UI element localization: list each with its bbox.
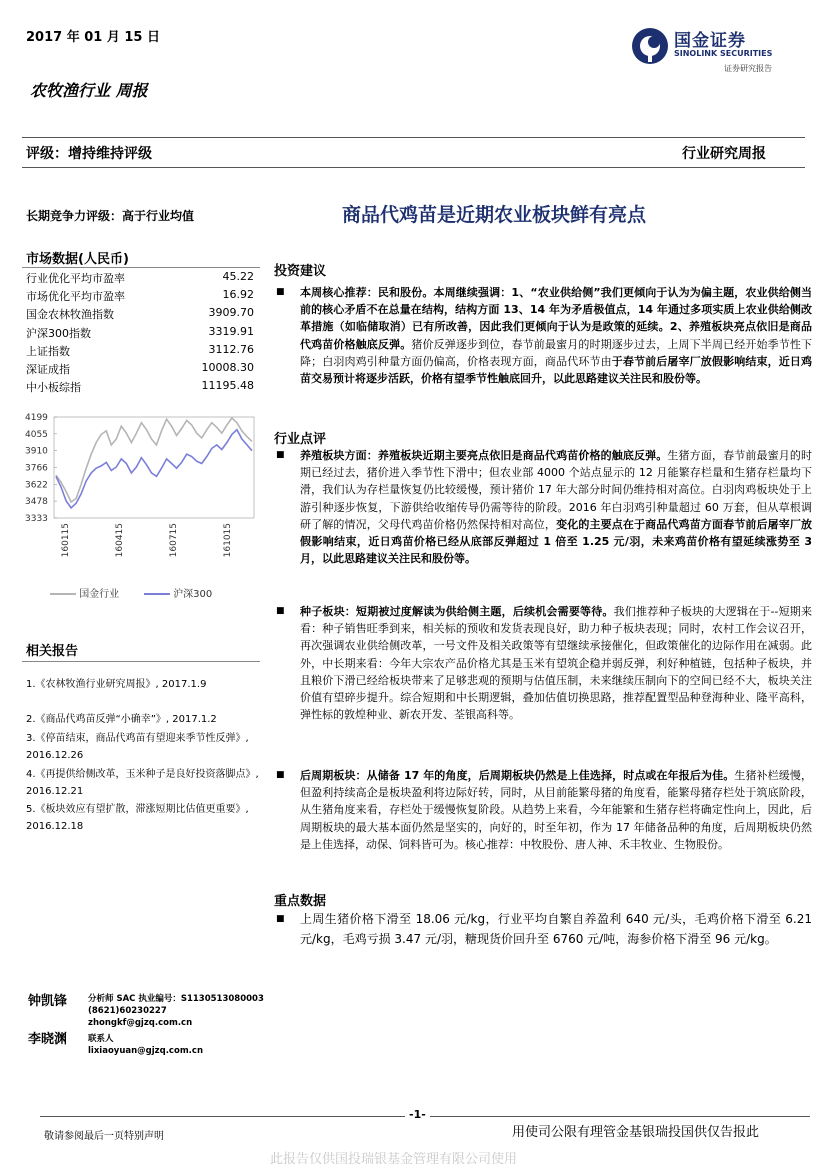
market-data-row (26, 379, 254, 397)
body-text: 猪价反弹逐步到位，春节前最蜜月的时期逐步过去，上周下半周已经开始季节性下降；白羽肉鸡引种量方面仍偏高，价格表现方面，商品代环节由 (300, 337, 813, 368)
market-data-label: 国金农林牧渔指数 (26, 308, 114, 322)
bold-text: 于春节前后屠宰厂放假影响结束，近日鸡苗交易预计将逐步活跃，价格有望季节性触底回升，以此思路建议关注民和股份等。 (300, 354, 812, 386)
analyst-info (88, 993, 264, 1029)
bold-text: 变化的主要点在于商品代鸡苗方面春节前后屠宰厂放假影响结束，近日鸡苗价格已经从底部反弹超过 1 倍至 1.25 元/羽，未来鸡苗价格有望延续涨势至 3 月，以此思路建议关注民和股份等。 (300, 517, 813, 566)
contact-name: 李晓渊 (28, 1032, 68, 1047)
section-heading-key-data: 重点数据 (274, 894, 327, 909)
chart-svg (22, 405, 260, 605)
market-data-label: 沪深300指数 (26, 326, 91, 340)
logo-subtitle: 证券研究报告 (724, 64, 772, 73)
series-line (56, 418, 252, 502)
analyst-name: 钟凯锋 (28, 994, 68, 1009)
legend-item-2 (144, 585, 212, 600)
legend-item-1 (50, 585, 119, 600)
body-text: 我们推荐种子板块的大逻辑在于--短期来看：种子销售旺季到来，相关标的预收和发货表现良好，助力种子板块表现；同时，农村工作会议召开，再次强调农业供给侧改革，一号文件及相关政策等有望继续承接催化，但政策催化的边际作用在减弱。此外，中长期来看：今年大宗农产品价格尤其是玉米有望筑企稳并弱反弹，利好种植链，包括种子板块，并且粮价下滑已经给板块带来了足够悲观的预期与估值压制，未来继续压制向下的空间已经不大，板块关注价值有望碎步提升。综合短期和中长期逻辑，叠加估值切换思路，推荐配置型品种登海种业、隆平高科，弹性标的敦煌种业、新农开发、荃银高科等。 (300, 605, 813, 722)
x-tick-label: 160715 (169, 523, 179, 558)
market-data-value: 16.92 (222, 288, 254, 302)
long-term-rating: 长期竞争力评级：高于行业均值 (26, 209, 195, 223)
market-data-row (26, 325, 254, 343)
page-title: 商品代鸡苗是近期农业板块鲜有亮点 (342, 204, 647, 226)
paragraph-breeding (300, 447, 812, 567)
market-data-label: 行业优化平均市盈率 (26, 272, 125, 285)
market-data-row (26, 288, 254, 306)
market-data-value: 10008.30 (201, 361, 254, 374)
market-data-title: 市场数据(人民币) (26, 252, 129, 267)
body-text: 生猪补栏缓慢，但盈利持续高企是板块盈利将边际好转，同时，从目前能繁母猪的角度看，能繁母猪存栏处于筑底阶段，从生猪角度来看，存栏处于缓慢恢复阶段。从趋势上来看，今年能繁和生猪存栏将确定性向上，因此，后周期板块的最大基本面仍然是坚实的，向好的，时至年初，作为 17 年储备品种的角度，后周期板块仍然是上佳选择，动保、饲料皆可为。核心推荐：中牧股份、唐人神、禾丰牧业、生物股份。 (300, 769, 812, 851)
chart-frame (54, 417, 254, 518)
paragraph-core-recommendation (300, 284, 812, 387)
market-data-row (26, 270, 254, 288)
related-report-5[interactable]: 5.《板块效应有望扩散，滞涨短期比估值更重要》, 2016.12.18 (26, 804, 249, 832)
bold-text: 本周核心推荐：民和股份。本周继续强调：1、“农业供给侧”我们更倾向于认为为偏主题，农业供给侧当前的核心矛盾不在总量在结构，结构方面 13、14 年为矛盾极值点，14 年通过多项实质上农业供给侧改革措施（如临储取消）已有所改善，因此我们更倾向于认为是政策的延续。2、养殖板块亮点依旧是商品代鸡苗价格触底反弹。 (300, 286, 812, 351)
x-tick-label: 160115 (61, 523, 71, 558)
section-heading-investment: 投资建议 (274, 264, 327, 279)
market-data-row (26, 343, 254, 361)
bold-text: 养殖板块方面：养殖板块近期主要亮点依旧是商品代鸡苗价格的触底反弹。 (300, 449, 668, 462)
report-date: 2017 年 01 月 15 日 (26, 30, 160, 45)
y-tick-label: 3478 (25, 497, 48, 508)
market-data-label: 上证指数 (26, 344, 70, 358)
market-data-row (26, 361, 254, 379)
bold-text: 种子板块：短期被过度解读为供给侧主题，后续机会需要等待。 (300, 605, 614, 618)
y-tick-label: 3910 (25, 446, 48, 457)
legend-label: 沪深300 (173, 589, 213, 600)
market-data-label: 市场优化平均市盈率 (26, 290, 125, 304)
divider (22, 661, 260, 662)
industry-title: 农牧渔行业 周报 (30, 81, 148, 100)
footer-disclaimer: 敬请参阅最后一页特别声明 (44, 1131, 164, 1142)
report-type: 行业研究周报 (682, 146, 766, 162)
y-tick-label: 4055 (25, 429, 48, 440)
market-data-row (26, 306, 254, 324)
divider (22, 137, 805, 138)
y-tick-label: 3622 (25, 480, 48, 491)
contact-role: 联系人 (88, 1034, 114, 1044)
related-report-1[interactable]: 1.《农林牧渔行业研究周报》, 2017.1.9 (26, 679, 207, 690)
y-tick-label: 4199 (25, 413, 48, 423)
market-data-value: 3909.70 (208, 306, 254, 320)
contact-info (88, 1033, 203, 1057)
analyst-email[interactable]: zhongkf@gjzq.com.cn (88, 1018, 193, 1028)
bullet-icon: ■ (276, 606, 285, 616)
body-text: 生猪方面，春节前最蜜月的时期已经过去，猪价进入季节性下滑中；但农业部 4000 个站点显示的 12 月能繁存栏量和生猪存栏量均下滑，我们认为存栏量恢复仍比较缓慢，预计猪价 17 年大部分时间仍维持相对高位。白羽肉鸡板块处于上游引种逐步恢复，下游供给收缩传导仍需等待的阶段。2016 年白羽鸡引种量超过 60 万套，但从草根调研了解的情况，父母代鸡苗价格仍然保持相对高位， (300, 449, 813, 531)
divider (22, 267, 260, 268)
index-chart (22, 405, 260, 605)
contact-email[interactable]: lixiaoyuan@gjzq.com.cn (88, 1046, 203, 1056)
bullet-icon: ■ (276, 914, 285, 924)
market-data-value: 11195.48 (201, 379, 254, 393)
bold-text: 后周期板块：从储备 17 年的角度，后周期板块仍然是上佳选择，时点或在年报后为佳。 (300, 769, 735, 782)
footer-notice: 用使司公限有理管金基银瑞投国供仅告报此 (512, 1125, 760, 1140)
market-data-label: 深证成指 (26, 363, 70, 376)
watermark: 此报告仅供国投瑞银基金管理有限公司使用 (270, 1152, 518, 1167)
market-data-value: 3319.91 (208, 324, 254, 338)
page-number: -1- (405, 1108, 430, 1121)
rating: 评级：增持维持评级 (26, 146, 152, 162)
x-tick-label: 161015 (223, 523, 233, 558)
paragraph-key-data: 上周生猪价格下滑至 18.06 元/kg，行业平均自繁自养盈利 640 元/头，毛鸡价格下滑至 6.21 元/kg，毛鸡亏损 3.47 元/羽，糖现货价回升至 6760 元/吨，海参价格下滑至 96 元/kg。 (300, 912, 812, 946)
x-tick-label: 160415 (115, 523, 125, 558)
divider (22, 167, 805, 168)
bullet-icon: ■ (276, 450, 285, 460)
bullet-icon: ■ (276, 287, 285, 297)
related-report-3[interactable]: 3.《停苗结束，商品代鸡苗有望迎来季节性反弹》, 2016.12.26 (26, 733, 249, 761)
logo-text-cn: 国金证券 (674, 31, 746, 51)
legend-label: 国金行业 (79, 589, 120, 600)
logo-text-en: SINOLINK SECURITIES (674, 49, 773, 58)
market-data-value: 3112.76 (208, 342, 254, 356)
y-tick-label: 3766 (25, 463, 48, 474)
related-reports-title: 相关报告 (26, 644, 79, 659)
y-tick-label: 3333 (25, 514, 48, 524)
bullet-icon: ■ (276, 770, 285, 780)
market-data-label: 中小板综指 (26, 381, 81, 395)
logo-mark-icon (630, 26, 670, 66)
paragraph-seeds (300, 603, 812, 723)
related-report-2[interactable]: 2.《商品代鸡苗反弹“小确幸”》, 2017.1.2 (26, 714, 217, 725)
related-report-4[interactable]: 4.《再提供给侧改革，玉米种子是良好投资落脚点》, 2016.12.21 (26, 769, 259, 797)
market-data-value: 45.22 (222, 270, 254, 283)
analyst-sac: 分析师 SAC 执业编号：S1130513080003 (88, 994, 264, 1004)
analyst-phone: (8621)60230227 (88, 1006, 167, 1016)
sinolink-logo (630, 24, 810, 76)
section-heading-industry: 行业点评 (274, 432, 327, 447)
paragraph-post-cycle (300, 767, 812, 853)
